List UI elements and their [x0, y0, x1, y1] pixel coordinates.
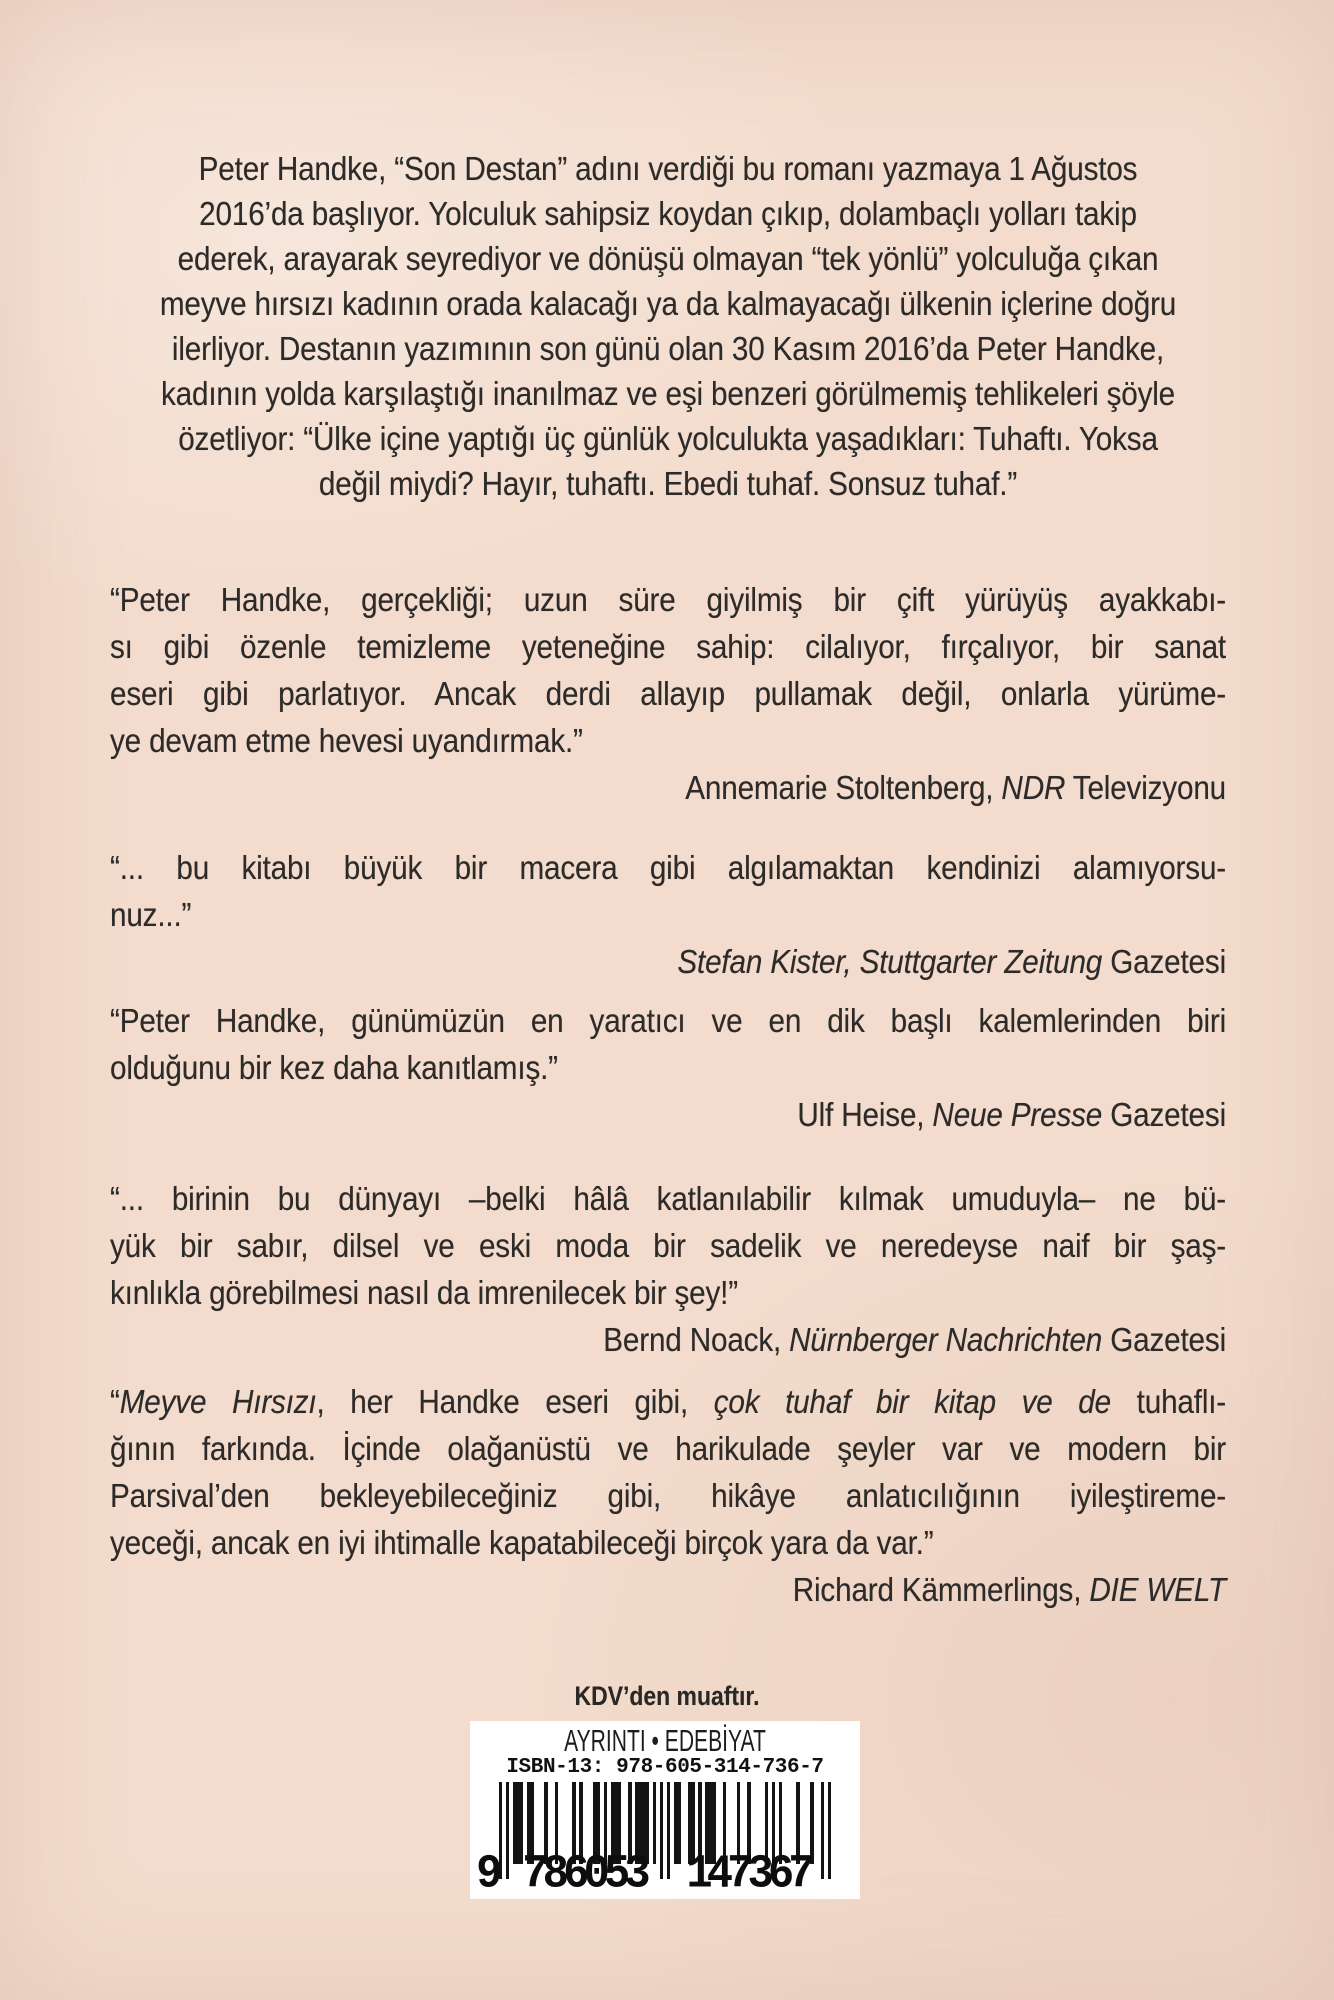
review-quote-stuttgarter-zeitung [110, 844, 1226, 985]
ean-barcode [476, 1782, 832, 1902]
quote-text: tuhaflı- [1110, 1383, 1227, 1420]
synopsis-line: kadının yolda karşılaştığı inanılmaz ve eşi benzeri görülmemiş tehlikeleri şöyle [160, 375, 1176, 412]
back-cover-text [110, 146, 1226, 1613]
attribution-suffix: Televizyonu [1065, 769, 1226, 806]
review-quote-ndr [110, 576, 1226, 811]
synopsis-line: 2016’da başlıyor. Yolculuk sahipsiz koydan çıkıp, dolambaçlı yolları takip [199, 195, 1137, 232]
quote-line: olduğunu bir kez daha kanıtlamış.” [110, 1049, 558, 1086]
quote-line: ğının farkında. İçinde olağanüstü ve harikulade şeyler var ve modern bir [110, 1430, 1226, 1467]
attribution-name: Bernd Noack, [603, 1321, 790, 1358]
attribution-name: Ulf Heise, [797, 1096, 933, 1133]
quote-line: yeceği, ancak en iyi ihtimalle kapatabileceği birçok yara da var.” [110, 1524, 934, 1561]
publisher-imprint: AYRINTI • EDEBİYAT [564, 1723, 766, 1758]
review-quote-die-welt [110, 1378, 1226, 1613]
quote-line: “Peter Handke, günümüzün en yaratıcı ve en dik başlı kalemlerinden biri [110, 1002, 1226, 1039]
barcode-digit-first: 9 [476, 1847, 497, 1902]
quote-line [110, 1378, 1226, 1425]
quote-attribution [110, 938, 1226, 985]
barcode-panel [470, 1721, 860, 1902]
isbn-label: ISBN-13: 978-605-314-736-7 [506, 1756, 824, 1779]
review-quote-nuernberger-nachrichten [110, 1175, 1226, 1363]
synopsis-line: özetliyor: “Ülke içine yaptığı üç günlük yolculukta yaşadıkları: Tuhaftı. Yoksa [178, 420, 1158, 457]
book-title-italic: Meyve Hırsızı [119, 1383, 317, 1420]
synopsis [110, 146, 1226, 506]
quote-line: sı gibi özenle temizleme yeteneğine sahip: cilalıyor, fırçalıyor, bir sanat [110, 628, 1226, 665]
quote-open: “ [110, 1383, 120, 1420]
attribution-source-italic: NDR [1001, 769, 1066, 806]
attribution-source-italic: DIE WELT [1089, 1571, 1226, 1608]
quote-line: ye devam etme hevesi uyandırmak.” [110, 722, 583, 759]
synopsis-line: ederek, arayarak seyrediyor ve dönüşü olmayan “tek yönlü” yolculuğa çıkan [177, 240, 1159, 277]
quote-line: yük bir sabır, dilsel ve eski moda bir sadelik ve neredeyse naif bir şaş- [110, 1227, 1226, 1264]
emphasis-italic: çok tuhaf bir kitap ve de [713, 1383, 1111, 1420]
barcode-digits-left: 786053 [522, 1847, 645, 1902]
tax-exemption-note: KDV’den muaftır. [574, 1681, 760, 1711]
attribution-suffix: Gazetesi [1102, 943, 1226, 980]
quote-line: Parsival’den bekleyebileceğiniz gibi, hikâye anlatıcılığının iyileştireme- [110, 1477, 1226, 1514]
attribution-name: Richard Kämmerlings, [792, 1571, 1090, 1608]
quote-line: “... bu kitabı büyük bir macera gibi algılamaktan kendinizi alamıyorsu- [110, 849, 1226, 886]
quote-attribution [110, 1091, 1226, 1138]
attribution-suffix: Gazetesi [1102, 1096, 1226, 1133]
quote-text: , her Handke eseri gibi, [316, 1383, 714, 1420]
synopsis-line: Peter Handke, “Son Destan” adını verdiği bu romanı yazmaya 1 Ağustos [198, 150, 1138, 187]
synopsis-line: meyve hırsızı kadının orada kalacağı ya da kalmayacağı ülkenin içlerine doğru [159, 285, 1177, 322]
synopsis-line: ilerliyor. Destanın yazımının son günü olan 30 Kasım 2016’da Peter Handke, [171, 330, 1165, 367]
quote-line: “... birinin bu dünyayı –belki hâlâ katlanılabilir kılmak umuduyla– ne bü- [110, 1180, 1226, 1217]
synopsis-line: değil miydi? Hayır, tuhaftı. Ebedi tuhaf. Sonsuz tuhaf.” [318, 465, 1018, 502]
attribution-source-italic: Nürnberger Nachrichten [789, 1321, 1103, 1358]
attribution-source-italic: Stefan Kister, Stuttgarter Zeitung [677, 943, 1103, 980]
quote-attribution [110, 1566, 1226, 1613]
quote-line: kınlıkla görebilmesi nasıl da imrenilecek bir şey!” [110, 1274, 738, 1311]
quote-attribution [110, 1316, 1226, 1363]
quote-line: “Peter Handke, gerçekliği; uzun süre giyilmiş bir çift yürüyüş ayakkabı- [110, 581, 1226, 618]
attribution-suffix: Gazetesi [1102, 1321, 1226, 1358]
attribution-source-italic: Neue Presse [932, 1096, 1103, 1133]
quote-attribution [110, 764, 1226, 811]
attribution-name: Annemarie Stoltenberg, [685, 769, 1002, 806]
barcode-digits-right: 147367 [686, 1847, 809, 1902]
review-quote-neue-presse [110, 997, 1226, 1138]
quote-line: eseri gibi parlatıyor. Ancak derdi allayıp pullamak değil, onlarla yürüme- [110, 675, 1226, 712]
quote-line: nuz...” [110, 896, 192, 933]
